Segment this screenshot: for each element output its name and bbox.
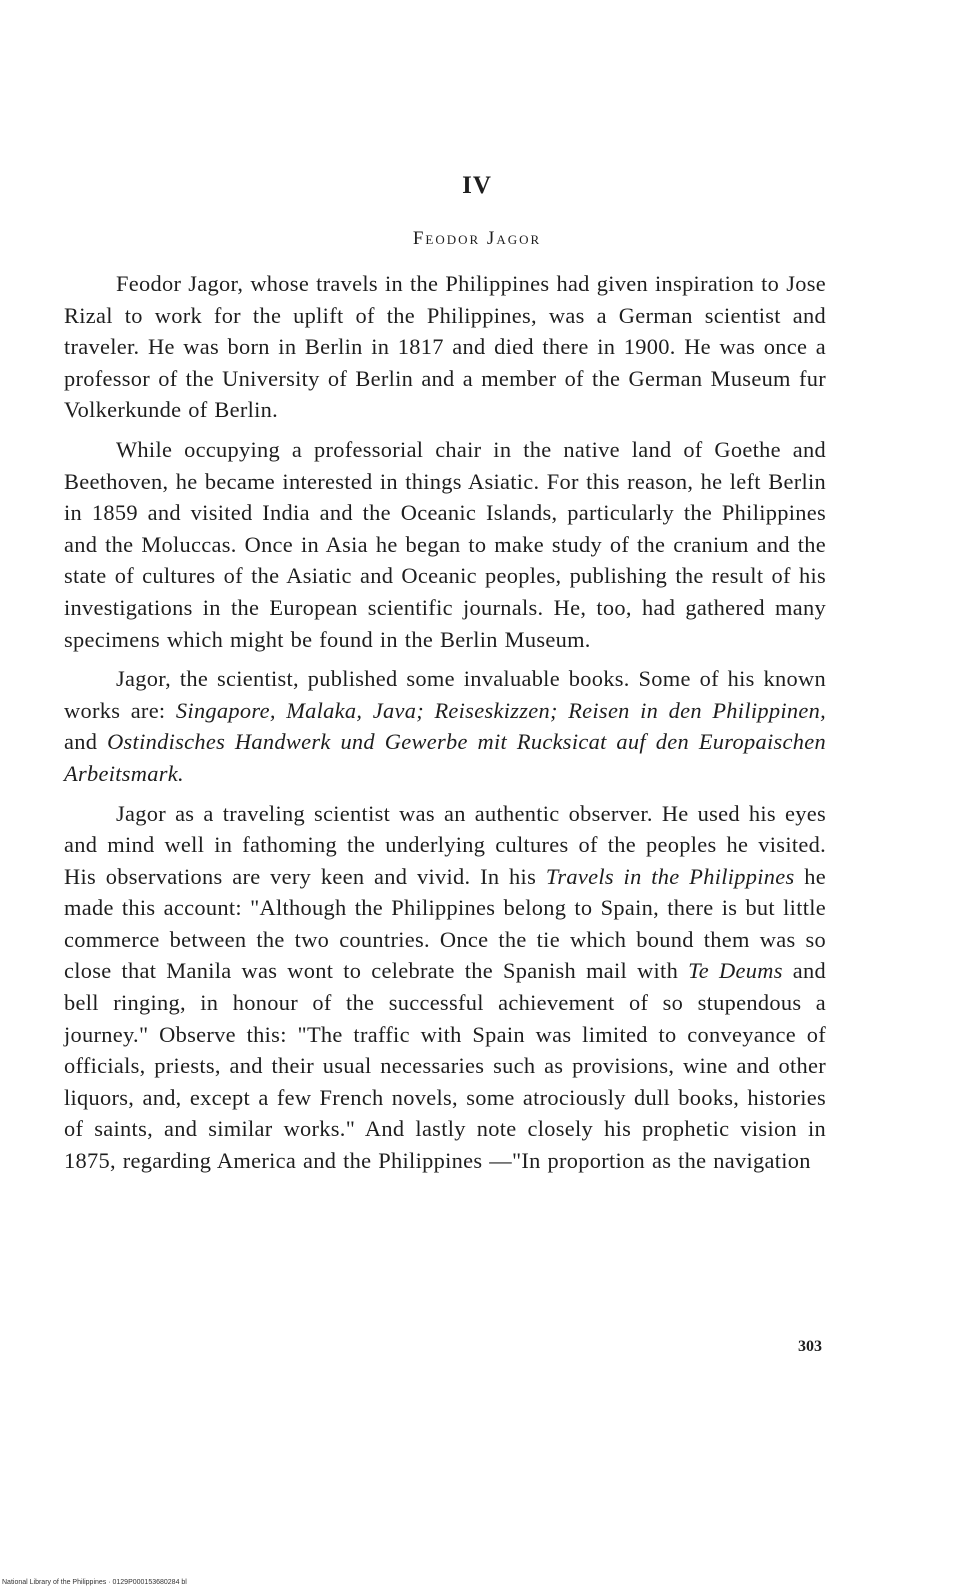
te-deums-phrase: Te Deums: [688, 958, 783, 984]
paragraph-2: While occupying a professorial chair in the native land of Goethe and Beethoven, he became interested in things Asiatic. For this reason, he left Berlin in 1859 and visited India and the Oceanic Islands, particularly the Philippines and the Moluccas. Once in Asia he began to make study of the cranium and the state of cultures of the Asiatic and Oceanic peoples, publishing the result of his investigations in the European scientific journals. He, too, had gathered many specimens which might be found in the Berlin Museum.: [64, 436, 826, 652]
chapter-number: IV: [462, 172, 492, 199]
paragraph-3: [64, 663, 826, 789]
paragraph-3-intro: Jagor, the scientist, published some invaluable books. Some of his known works are:: [64, 666, 826, 723]
paragraph-4-middle: he made this account: "Although the Philippines belong to Spain, there is but little commerce between the two countries. Once the tie which bound them was so close that Manila was wont to celebrate the Spanish mail with: [64, 863, 826, 984]
paragraph-4: [64, 798, 826, 1177]
paragraph-3-joiner: and: [64, 729, 108, 755]
scan-footer-credit: National Library of the Philippines · 0129P000153680284 bl: [2, 1579, 187, 1586]
page-number: 303: [798, 1338, 822, 1355]
paragraph-4-after: and bell ringing, in honour of the successful achievement of so stupendous a journey." Observe this: "The traffic with Spain was limited to conveyance of officials, priests, and their usual necessaries such as provisions, wine and other liquors, and, except a few French novels, some atrociously dull books, histories of saints, and similar works." And lastly note closely his prophetic vision in 1875, regarding America and the Philippines —"In proportion as the navigation: [64, 958, 826, 1174]
book-titles-german-1: Singapore, Malaka, Java; Reiseskizzen; Reisen in den Philippinen,: [175, 697, 826, 723]
book-title-travels: Travels in the Philippines: [545, 863, 795, 889]
paragraph-1: Feodor Jagor, whose travels in the Philippines had given inspiration to Jose Rizal to work for the uplift of the Philippines, was a German scientist and traveler. He was born in Berlin in 1817 and died there in 1900. He was once a professor of the University of Berlin and a member of the German Museum fur Volkerkunde of Berlin.: [64, 271, 826, 423]
body-text: [64, 268, 826, 1185]
paragraph-4-before: Jagor as a traveling scientist was an authentic observer. He used his eyes and mind well in fathoming the underlying cultures of the peoples he visited. His observations are very keen and vivid. In his: [64, 800, 826, 889]
book-title-german-2: Ostindisches Handwerk und Gewerbe mit Rucksicat auf den Europaischen Arbeitsmark.: [64, 729, 826, 786]
chapter-title: Feodor Jagor: [412, 228, 542, 249]
